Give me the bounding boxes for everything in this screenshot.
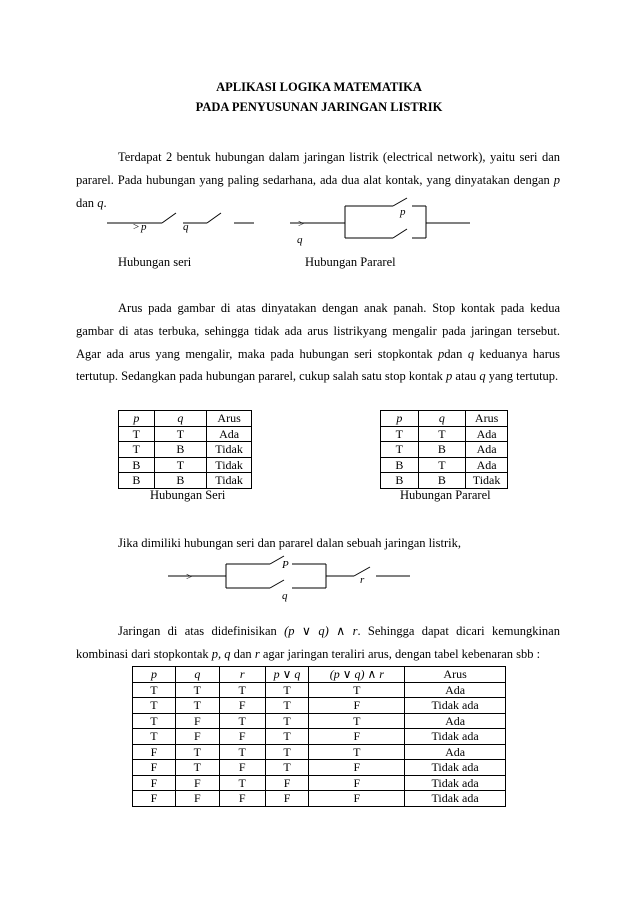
table-row: F T F T F Tidak ada [133,760,506,776]
paragraph-combined-network: Jika dimiliki hubungan seri dan pararel dalan sebuah jaringan listrik, [118,536,461,550]
table-row: T F T T T Ada [133,713,506,729]
table-header-row: p q Arus [381,411,508,427]
parallel-p-label: p [400,206,406,218]
parallel-arrow-icon: > [298,218,305,230]
title-line-1: APLIKASI LOGIKA MATEMATIKA [216,80,422,94]
table-row: T T Ada [119,426,252,442]
combined-circuit-diagram [0,555,638,605]
table-header-row: p q r p ∨ q (p ∨ q) ∧ r Arus [133,667,506,683]
caption-table-series: Hubungan Seri [150,488,226,502]
table-row: T B Tidak [119,442,252,458]
table-row: F F F F F Tidak ada [133,791,506,807]
table-row: B B Tidak [381,473,508,489]
caption-seri: Hubungan seri [118,255,192,269]
table-row: F F T F F Tidak ada [133,775,506,791]
series-arrow-icon: > [133,221,140,233]
table-row: T T T T T Ada [133,682,506,698]
combined-arrow-icon: > [186,571,193,583]
table-row: F T T T T Ada [133,744,506,760]
series-circuit [107,213,254,233]
series-p-label: p [141,221,147,233]
table-series [118,410,252,489]
intro-paragraph: Terdapat 2 bentuk hubungan dalam jaringan listrik (electrical network), yaitu seri dan pararel. Pada hubungan yang paling sedarhana, ada dua alat kontak, yang dinyatakan dengan p dan q. [76,150,560,210]
caption-pararel: Hubungan Pararel [305,255,396,269]
paragraph-current-explanation: Arus pada gambar di atas dinyatakan dengan anak panah. Stop kontak pada kedua gambar di atas terbuka, sehingga tidak ada arus listrikyang mengalir pada jaringan tersebut. Agar ada arus yang mengalir, maka pada hubungan seri stopkontak pdan q keduanya harus tertutup. Sedangkan pada hubungan pararel, cukup salah satu stop kontak p atau q yang tertutup. [76,301,560,384]
series-q-label: q [183,221,189,233]
table-row: T B Ada [381,442,508,458]
table-truth-main [132,666,506,807]
combined-q-label: q [282,590,288,602]
caption-table-parallel: Hubungan Pararel [400,488,491,502]
paragraph-definition: Jaringan di atas didefinisikan (p ∨ q) ∧ r. Sehingga dapat dicari kemungkinan kombinasi dari stopkontak p, q dan r agar jaringan teraliri arus, dengan tabel kebenaran sbb : [76,624,560,661]
parallel-circuit [290,198,470,246]
circuit-diagrams [0,196,638,256]
parallel-q-label: q [297,234,303,246]
table-row: B B Tidak [119,473,252,489]
table-row: T F F T F Tidak ada [133,729,506,745]
combined-P-label: P [282,559,289,571]
table-row: B T Tidak [119,457,252,473]
table-parallel [380,410,508,489]
title-line-2: PADA PENYUSUNAN JARINGAN LISTRIK [195,100,443,114]
table-header-row: p q Arus [119,411,252,427]
table-row: B T Ada [381,457,508,473]
table-row: T T F T F Tidak ada [133,698,506,714]
combined-r-label: r [360,574,365,586]
table-row: T T Ada [381,426,508,442]
